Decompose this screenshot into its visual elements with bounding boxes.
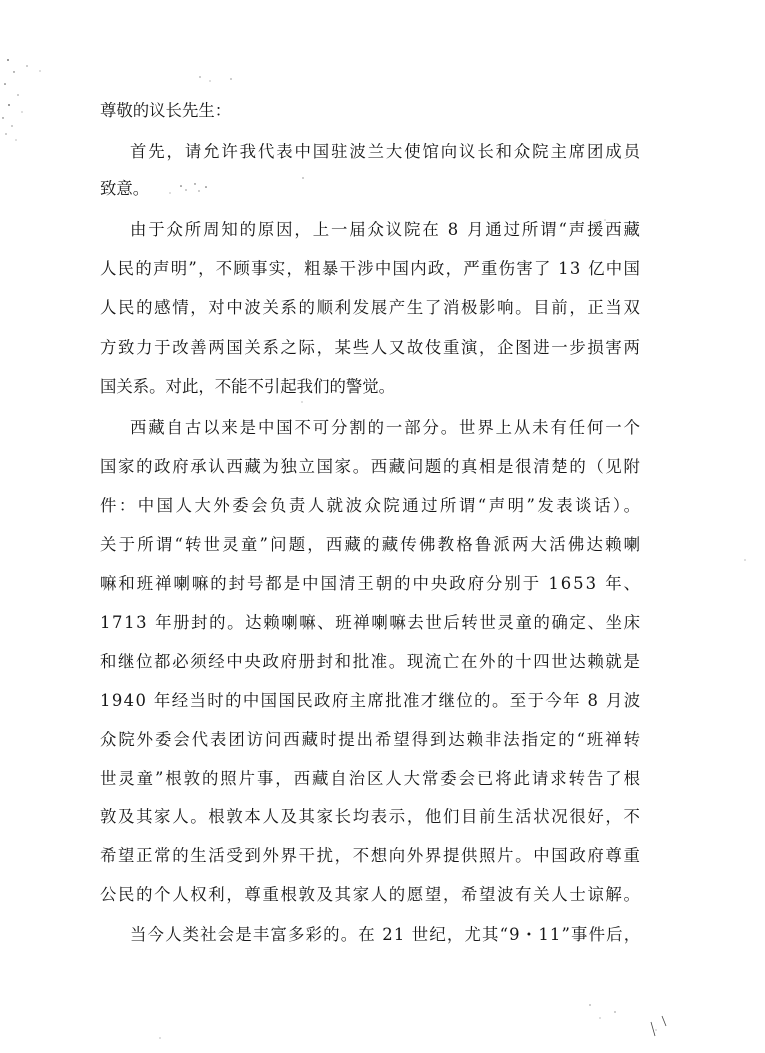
paragraph-3-line-9: 众院外委会代表团访问西藏时提出希望得到达赖非法指定的“班禅转 [100,730,642,749]
salutation-line: 尊敬的议长先生： [100,101,232,120]
paragraph-3-line-4: 关于所谓“转世灵童”问题，西藏的藏传佛教格鲁派两大活佛达赖喇 [100,535,643,554]
paragraph-3-line-10: 世灵童”根敦的照片事，西藏自治区人大常委会已将此请求转告了根 [100,769,642,788]
paragraph-3-line-8: 1940 年经当时的中国国民政府主席批准才继位的。至于今年 8 月波 [100,691,642,710]
paragraph-3-line-11: 敦及其家人。根敦本人及其家长均表示，他们目前生活状况很好，不 [100,807,642,826]
paragraph-2-line-1: 由于众所周知的原因，上一届众议院在 8 月通过所谓“声援西藏 [130,220,642,239]
paragraph-3-line-1: 西藏自古以来是中国不可分割的一部分。世界上从未有任何一个 [130,418,642,437]
paragraph-3-line-2: 国家的政府承认西藏为独立国家。西藏问题的真相是很清楚的（见附 [100,457,642,476]
paragraph-2-line-3: 人民的感情，对中波关系的顺利发展产生了消极影响。目前，正当双 [100,298,642,317]
paragraph-3-line-12: 希望正常的生活受到外界干扰，不想向外界提供照片。中国政府尊重 [100,846,642,865]
paragraph-1-line-1: 首先，请允许我代表中国驻波兰大使馆向议长和众院主席团成员 [130,142,642,161]
paragraph-3-line-13: 公民的个人权利，尊重根敦及其家人的愿望，希望波有关人士谅解。 [100,885,642,904]
paragraph-4-line-1: 当今人类社会是丰富多彩的。在 21 世纪，尤其“9・11”事件后， [130,925,642,944]
paragraph-2-line-4: 方致力于改善两国关系之际，某些人又故伎重演，企图进一步损害两 [100,338,642,357]
paragraph-3-line-6: 1713 年册封的。达赖喇嘛、班禅喇嘛去世后转世灵童的确定、坐床 [100,613,642,632]
paragraph-2-line-2: 人民的声明”，不顾事实，粗暴干涉中国内政，严重伤害了 13 亿中国 [100,259,642,278]
paragraph-3-line-3: 件：中国人大外委会负责人就波众院通过所谓“声明”发表谈话）。 [100,496,643,515]
paragraph-2-line-5: 国关系。对此，不能不引起我们的警觉。 [100,377,396,396]
paragraph-1-line-2: 致意。 [100,179,150,198]
paragraph-3-line-7: 和继位都必须经中央政府册封和批准。现流亡在外的十四世达赖就是 [100,652,642,671]
paragraph-3-line-5: 嘛和班禅喇嘛的封号都是中国清王朝的中央政府分别于 1653 年、 [100,574,642,593]
